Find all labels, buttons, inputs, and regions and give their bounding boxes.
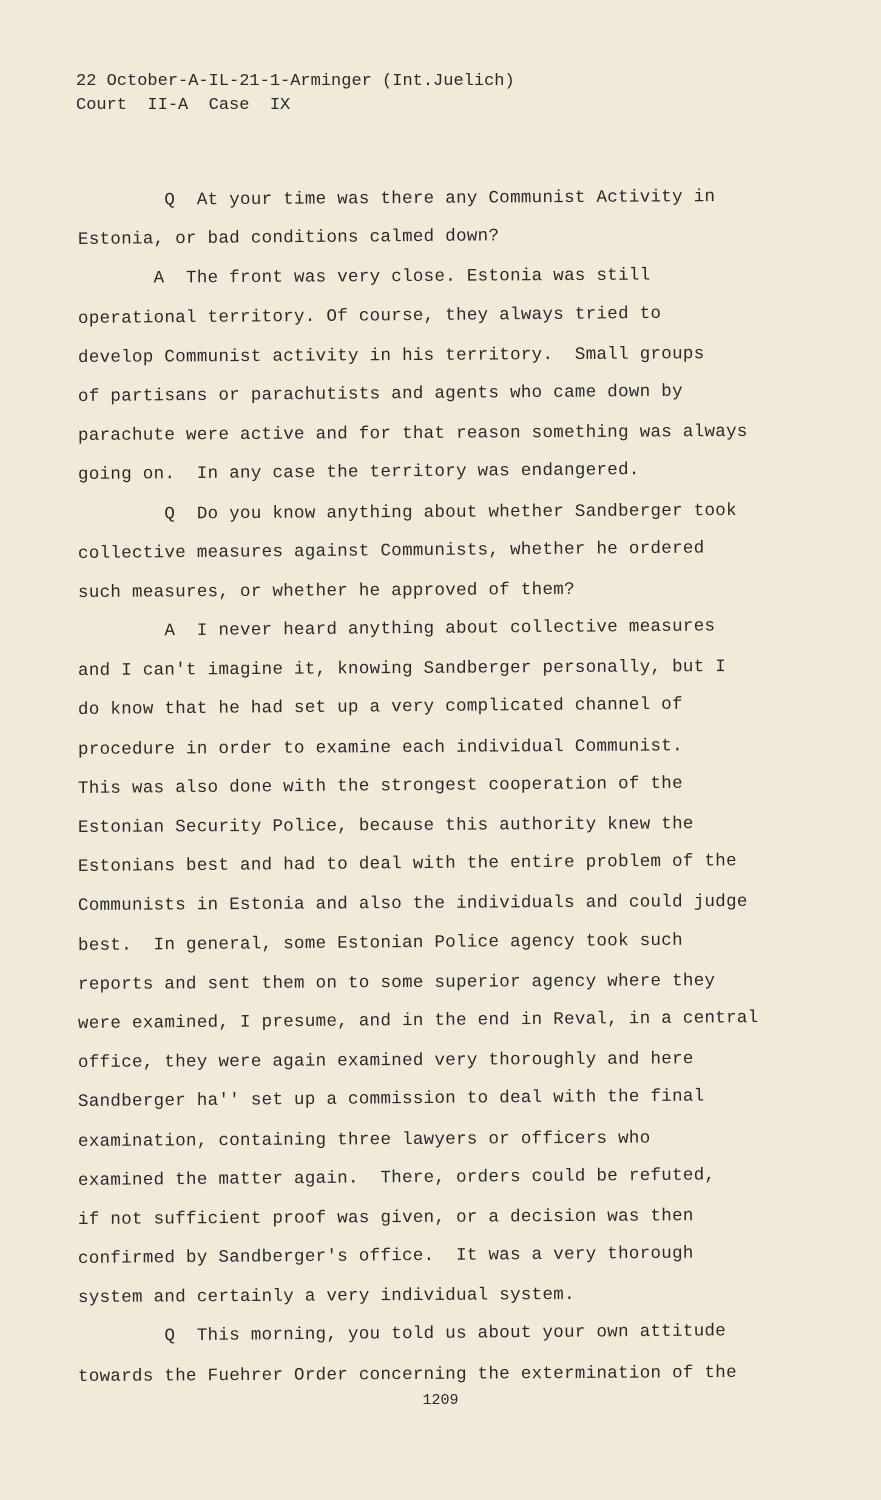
document-header [76,70,515,118]
text-line: reports and sent them on to some superior agency where they [77,970,716,995]
header-line-1: 22 October-A-IL-21-1-Arminger (Int.Juelich) [76,72,515,91]
text-line: of partisans or parachutists and agents who came down by [77,381,683,407]
text-line: develop Communist activity in his territory. Small groups [77,343,705,368]
text-line: This was also done with the strongest cooperation of the [77,773,683,799]
text-line: procedure in order to examine each individual Communist. [77,735,683,760]
text-line: Estonians best and had to deal with the entire problem of the [77,851,737,878]
text-line: do know that he had set up a very complicated channel of [77,695,683,721]
text-line: Estonian Security Police, because this authority knew the [77,814,694,838]
text-line: system and certainly a very individual system. [77,1285,575,1309]
text-line: Estonia, or bad conditions calmed down? [77,226,500,251]
text-line: operational territory. Of course, they always tried to [77,303,662,329]
text-line: Q This morning, you told us about your own attitude [77,1321,727,1348]
page-number: 1209 [422,1392,459,1409]
text-line: examined the matter again. There, orders could be refuted, [77,1165,716,1191]
text-line: were examined, I presume, and in the end in Reval, in a central [77,1007,759,1034]
text-line: such measures, or whether he approved of them? [77,579,575,603]
text-line: if not sufficient proof was given, or a decision was then [77,1206,694,1230]
text-line: and I can't imagine it, knowing Sandberger personally, but I [77,657,727,682]
text-line: examination, containing three lawyers or officers who [77,1128,651,1152]
text-line: best. In general, some Estonian Police agency took such [77,930,683,956]
text-line: collective measures against Communists, whether he ordered [77,538,705,564]
text-line: going on. In any case the territory was endangered. [77,460,640,486]
text-line: Q Do you know anything about whether Sandberger took [77,500,737,525]
text-line: Communists in Estonia and also the individuals and could judge [77,892,748,917]
text-line: office, they were again examined very thoroughly and here [77,1049,694,1074]
text-line: Sandberger ha'' set up a commission to deal with the final [77,1086,705,1113]
transcript-body [78,182,818,1397]
text-line: towards the Fuehrer Order concerning the extermination of the [77,1362,737,1387]
header-line-2: Court II-A Case IX [76,96,291,115]
text-line: confirmed by Sandberger's office. It was a very thorough [77,1243,694,1270]
text-line: A I never heard anything about collective measures [77,616,716,643]
text-line: parachute were active and for that reason something was always [77,422,748,447]
text-line: Q At your time was there any Communist Activity in [77,187,716,211]
text-line: A The front was very close. Estonia was still [77,265,651,290]
